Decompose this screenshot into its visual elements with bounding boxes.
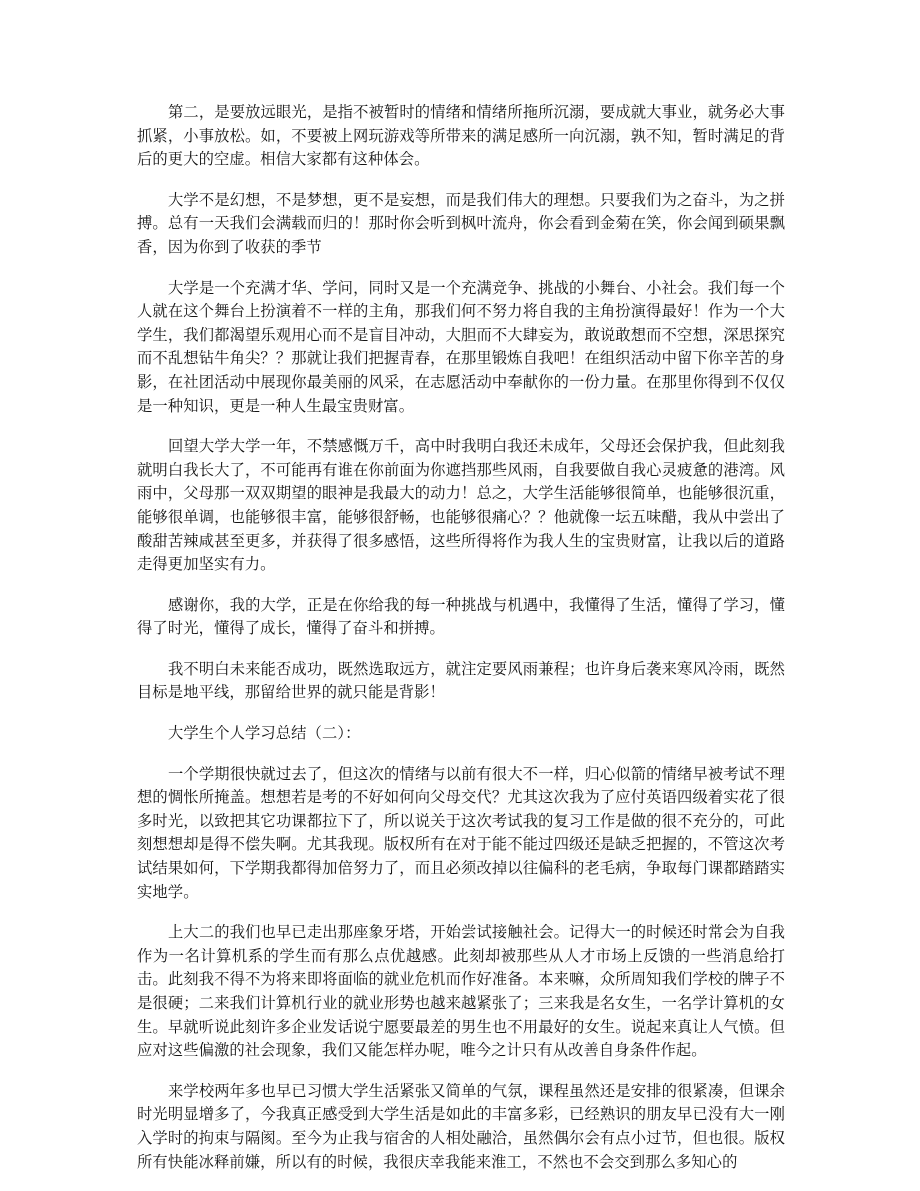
paragraph-7: 一个学期很快就过去了，但这次的情绪与以前有很大不一样，归心似箭的情绪早被考试不理想的惆怅所掩盖。想想若是考的不好如何向父母交代？尤其这次我为了应付英语四级着实花了很多时光，以致把其它功课都拉下了，所以说关于这次考试我的复习工作是做的很不充分的，可此刻想想却是得不偿失啊。尤其我现。版权所有在对于能不能过四级还是缺乏把握的，不管这次考试结果如何，下学期我都得加倍努力了，而且必须改掉以往偏科的老毛病，争取每门课都踏踏实实地学。 bbox=[137, 764, 785, 901]
paragraph-6: 我不明白未来能否成功，既然选取远方，就注定要风雨兼程；也许身后袭来寒风冷雨，既然目标是地平线，那留给世界的就只能是背影！ bbox=[137, 659, 785, 702]
paragraph-2: 大学不是幻想，不是梦想，更不是妄想，而是我们伟大的理想。只要我们为之奋斗，为之拼搏。总有一天我们会满载而归的！那时你会听到枫叶流舟，你会看到金菊在笑，你会闻到硕果飘香，因为你到了收获的季节 bbox=[137, 190, 785, 256]
paragraph-8: 上大二的我们也早已走出那座象牙塔，开始尝试接触社会。记得大一的时候还时常会为自我作为一名计算机系的学生而有那么点优越感。此刻却被那些从人才市场上反馈的一些消息给打击。此刻我不得不为将来即将面临的就业危机而作好准备。本来嘛，众所周知我们学校的牌子不是很硬；二来我们计算机行业的就业形势也越来越紧张了；三来我是名女生，一名学计算机的女生。早就听说此刻许多企业发话说宁愿要最差的男生也不用最好的女生。说起来真让人气愤。但应对这些偏激的社会现象，我们又能怎样办呢，唯今之计只有从改善自身条件作起。 bbox=[137, 923, 785, 1060]
paragraph-9: 来学校两年多也早已习惯大学生活紧张又简单的气氛，课程虽然还是安排的很紧凑，但课余时光明显增多了，今我真正感受到大学生活是如此的丰富多彩，已经熟识的朋友早已没有大一刚入学时的拘束与隔阂。至今为止我与宿舍的人相处融洽，虽然偶尔会有点小过节，但也很。版权所有快能冰释前嫌，所以有的时候，我很庆幸我能来淮工，不然也不会交到那么多知心的 bbox=[137, 1081, 785, 1171]
document-page bbox=[137, 101, 785, 1191]
paragraph-3: 大学是一个充满才华、学问，同时又是一个充满竞争、挑战的小舞台、小社会。我们每一个人就在这个舞台上扮演着不一样的主角，那我们何不努力将自我的主角扮演得最好！作为一个大学生，我们都渴望乐观用心而不是盲目冲动，大胆而不大肆妄为，敢说敢想而不空想，深思探究而不乱想钻牛角尖？？那就让我们把握青春，在那里锻炼自我吧！在组织活动中留下你辛苦的身影，在社团活动中展现你最美丽的风采，在志愿活动中奉献你的一份力量。在那里你得到不仅仅是一种知识，更是一种人生最宝贵财富。 bbox=[137, 278, 785, 415]
paragraph-4: 回望大学大学一年，不禁感慨万千，高中时我明白我还未成年，父母还会保护我，但此刻我就明白我长大了，不可能再有谁在你前面为你遮挡那些风雨，自我要做自我心灵疲惫的港湾。风雨中，父母那一双双期望的眼神是我最大的动力！总之，大学生活能够很简单，也能够很沉重，能够很单调，也能够很丰富，能够很舒畅，也能够很痛心？？他就像一坛五味醋，我从中尝出了酸甜苦辣咸甚至更多，并获得了很多感悟，这些所得将作为我人生的宝贵财富，让我以后的道路走得更加坚实有力。 bbox=[137, 437, 785, 574]
paragraph-1: 第二，是要放远眼光，是指不被暂时的情绪和情绪所拖所沉溺，要成就大事业，就务必大事抓紧，小事放松。如，不要被上网玩游戏等所带来的满足感所一向沉溺，孰不知，暂时满足的背后的更大的空虚。相信大家都有这种体会。 bbox=[137, 103, 785, 169]
section-heading: 大学生个人学习总结（二）： bbox=[168, 724, 361, 743]
paragraph-5: 感谢你，我的大学，正是在你给我的每一种挑战与机遇中，我懂得了生活，懂得了学习，懂得了时光，懂得了成长，懂得了奋斗和拼搏。 bbox=[137, 595, 785, 638]
